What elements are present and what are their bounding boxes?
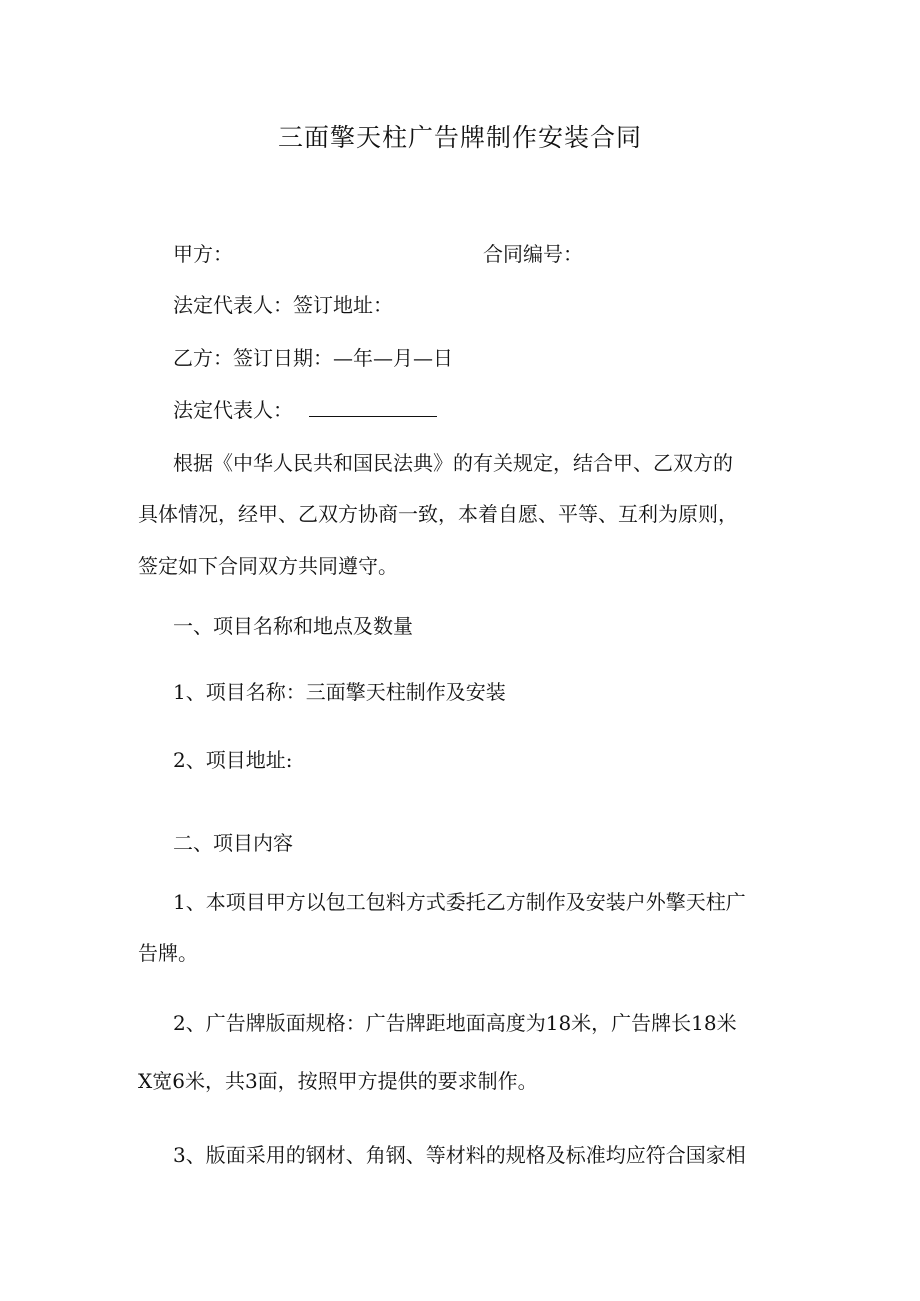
intro-line-1: 根据《中华人民共和国民法典》的有关规定，结合甲、乙双方的 [173,451,733,475]
section-1-item-2: 2、项目地址: [173,748,293,772]
section-2-heading: 二、项目内容 [173,831,293,855]
legal-rep-a-line: 法定代表人：签订地址： [173,293,393,317]
signature-blank [309,400,437,417]
legal-rep-b-label: 法定代表人： [173,398,293,422]
party-a-label: 甲方： [173,242,233,266]
section-2-item-1-line-1: 1、本项目甲方以包工包料方式委托乙方制作及安装户外擎天柱广 [173,890,746,914]
intro-line-3: 签定如下合同双方共同遵守。 [138,554,398,578]
document-title: 三面擎天柱广告牌制作安装合同 [277,123,642,152]
section-1-heading: 一、项目名称和地点及数量 [173,614,413,638]
intro-line-2: 具体情况，经甲、乙双方协商一致，本着自愿、平等、互利为原则， [138,502,738,526]
section-2-item-2-line-1: 2、广告牌版面规格：广告牌距地面高度为18米，广告牌长18米 [173,1011,737,1035]
contract-number-label: 合同编号： [483,242,583,266]
section-2-item-1-line-2: 告牌。 [138,941,198,965]
legal-rep-b-line [173,400,437,420]
section-2-item-3-line-1: 3、版面采用的钢材、角钢、等材料的规格及标准均应符合国家相 [173,1143,746,1167]
party-b-line: 乙方：签订日期：—年—月—日 [173,346,453,370]
section-1-item-1: 1、项目名称：三面擎天柱制作及安装 [173,680,506,704]
section-2-item-2-line-2: X宽6米，共3面，按照甲方提供的要求制作。 [138,1069,538,1093]
